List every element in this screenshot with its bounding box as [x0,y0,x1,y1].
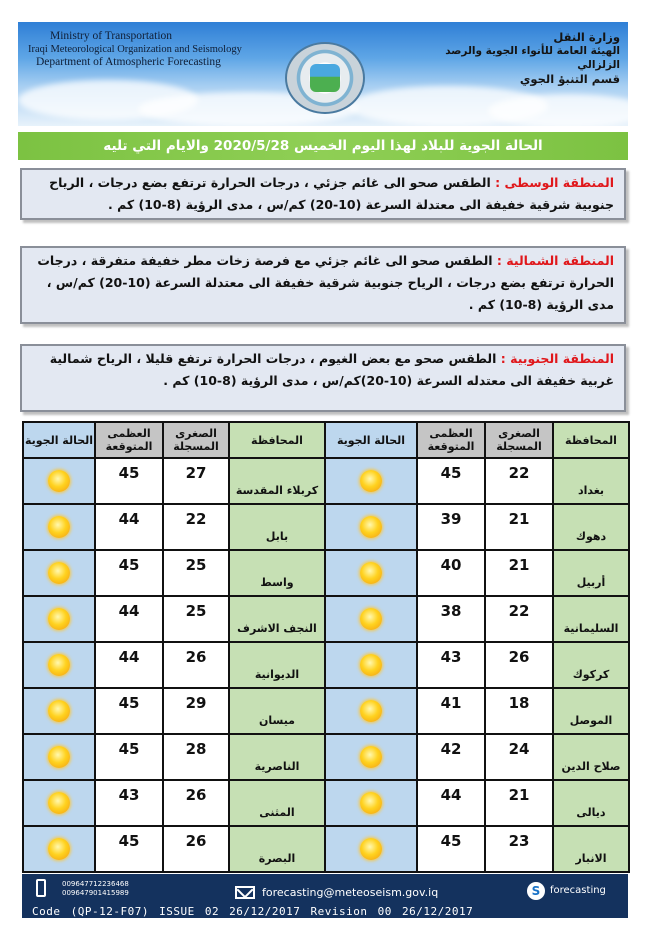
min-temp-cell: 25 [163,550,229,596]
table-row [23,458,629,504]
table-row [23,504,629,550]
document-code: Code (QP-12-F07) ISSUE 02 26/12/2017 Revision 00 26/12/2017 [32,905,474,918]
max-temp-cell: 45 [95,458,163,504]
footer [22,874,628,918]
organization-logo [285,42,365,114]
min-temp-cell: 21 [485,550,553,596]
max-temp-cell: 44 [95,596,163,642]
min-temp-cell: 26 [163,642,229,688]
min-temp-cell: 26 [163,826,229,872]
sun-icon [48,470,70,492]
weather-cell [325,596,417,642]
footer-skype[interactable]: forecasting [550,885,606,896]
province-cell: الانبار [553,826,629,872]
header-min-temp: الصغرى المسجلة [163,422,229,458]
table-row [23,642,629,688]
max-temp-cell: 40 [417,550,485,596]
weather-cell [325,826,417,872]
header-arabic [410,30,620,86]
header-weather: الحالة الجوية [23,422,95,458]
weather-cell [325,780,417,826]
max-temp-cell: 39 [417,504,485,550]
sun-icon [48,700,70,722]
weather-cell [23,504,95,550]
weather-cell [23,734,95,780]
province-cell: صلاح الدين [553,734,629,780]
organization-name-en: Iraqi Meteorological Organization and Seismology [28,44,242,55]
max-temp-cell: 45 [95,550,163,596]
province-cell: الموصل [553,688,629,734]
province-cell: أربيل [553,550,629,596]
max-temp-cell: 45 [95,688,163,734]
logo-emblem-icon [310,64,340,92]
sun-icon [48,608,70,630]
max-temp-cell: 41 [417,688,485,734]
province-cell: ميسان [229,688,325,734]
header-banner [18,22,628,126]
weather-cell [23,688,95,734]
table-row [23,780,629,826]
min-temp-cell: 22 [485,458,553,504]
header-province: المحافظة [229,422,325,458]
weather-cell [23,596,95,642]
province-cell: السليمانية [553,596,629,642]
table-row [23,688,629,734]
sun-icon [360,838,382,860]
province-cell: كربلاء المقدسة [229,458,325,504]
organization-name-ar: الهيئة العامة للأنواء الجوية والرصد الزلزالي [445,45,620,71]
max-temp-cell: 44 [95,504,163,550]
province-cell: بغداد [553,458,629,504]
region-central [20,168,626,220]
ministry-name-ar: وزارة النقل [553,30,620,44]
sun-icon [48,654,70,676]
header-min-temp: الصغرى المسجلة [485,422,553,458]
province-cell: المثنى [229,780,325,826]
table-header-row [23,422,629,458]
weather-cell [325,734,417,780]
sun-icon [360,516,382,538]
weather-cell [23,642,95,688]
province-cell: الديوانية [229,642,325,688]
sun-icon [48,516,70,538]
province-cell: واسط [229,550,325,596]
province-cell: الناصرية [229,734,325,780]
footer-email[interactable]: forecasting@meteoseism.gov.iq [262,886,439,899]
min-temp-cell: 21 [485,780,553,826]
footer-phones [62,880,129,898]
province-cell: البصرة [229,826,325,872]
max-temp-cell: 45 [95,826,163,872]
min-temp-cell: 25 [163,596,229,642]
email-icon [235,886,255,899]
province-cell: النجف الاشرف [229,596,325,642]
department-name-en: Department of Atmospheric Forecasting [36,56,221,68]
province-cell: ديالى [553,780,629,826]
header-english [28,30,248,69]
weather-cell [325,688,417,734]
weather-cell [23,780,95,826]
weather-cell [23,826,95,872]
skype-icon: S [527,882,545,900]
region-central-text: الطقس صحو الى غائم جزئي ، درجات الحرارة ترتفع بضع درجات ، الرياح جنوبية شرقية خفيفة الى معتدلة السرعة (10-20) كم/س ، مدى الرؤية (8-10) كم . [49,175,614,212]
table-row [23,596,629,642]
weather-cell [325,504,417,550]
phone-icon [36,879,46,897]
weather-cell [325,550,417,596]
forecast-page [18,22,628,922]
region-south-name: المنطقة الجنوبية : [500,351,614,366]
sun-icon [360,792,382,814]
sun-icon [48,746,70,768]
max-temp-cell: 45 [417,458,485,504]
ministry-name-en: Ministry of Transportation [50,30,173,42]
min-temp-cell: 21 [485,504,553,550]
max-temp-cell: 44 [95,642,163,688]
min-temp-cell: 26 [485,642,553,688]
phone-number: 009647901415989 [62,889,129,897]
province-cell: دهوك [553,504,629,550]
table-row [23,550,629,596]
min-temp-cell: 22 [163,504,229,550]
max-temp-cell: 44 [417,780,485,826]
sun-icon [360,654,382,676]
weather-cell [325,458,417,504]
weather-cell [23,550,95,596]
max-temp-cell: 43 [417,642,485,688]
sun-icon [48,838,70,860]
phone-number: 009647712236468 [62,880,129,888]
min-temp-cell: 23 [485,826,553,872]
min-temp-cell: 29 [163,688,229,734]
header-weather: الحالة الجوية [325,422,417,458]
region-south-text: الطقس صحو مع بعض الغيوم ، درجات الحرارة ترتفع قليلا ، الرياح شمالية غربية خفيفة الى معتدله السرعة (10-20)كم/س ، مدى الرؤية (8-10) كم . [49,351,614,388]
min-temp-cell: 27 [163,458,229,504]
min-temp-cell: 22 [485,596,553,642]
header-province: المحافظة [553,422,629,458]
region-south [20,344,626,412]
header-max-temp: العظمى المتوقعة [95,422,163,458]
sun-icon [48,562,70,584]
max-temp-cell: 38 [417,596,485,642]
region-north-name: المنطقة الشمالية : [496,253,614,268]
max-temp-cell: 42 [417,734,485,780]
min-temp-cell: 28 [163,734,229,780]
max-temp-cell: 45 [417,826,485,872]
region-north [20,246,626,324]
region-north-text: الطقس صحو الى غائم جزئي مع فرصة زخات مطر خفيفة متفرقة ، درجات الحرارة ترتفع بضع درجات ، الرياح جنوبية شرقية خفيفة الى معتدلة السرعة (10-20) كم/س ، مدى الرؤية (8-10) كم . [37,253,614,312]
sun-icon [360,700,382,722]
sun-icon [48,792,70,814]
min-temp-cell: 26 [163,780,229,826]
header-max-temp: العظمى المتوقعة [417,422,485,458]
department-name-ar: قسم التنبؤ الجوي [519,72,620,86]
province-cell: بابل [229,504,325,550]
sun-icon [360,562,382,584]
forecast-title: الحالة الجوية للبلاد لهذا اليوم الخميس 2020/5/28 والايام التي تليه [18,132,628,160]
min-temp-cell: 18 [485,688,553,734]
temperature-table [22,421,630,873]
max-temp-cell: 43 [95,780,163,826]
sun-icon [360,608,382,630]
sun-icon [360,746,382,768]
region-central-name: المنطقة الوسطى : [495,175,614,190]
max-temp-cell: 45 [95,734,163,780]
sun-icon [360,470,382,492]
table-row [23,826,629,872]
min-temp-cell: 24 [485,734,553,780]
table-row [23,734,629,780]
province-cell: كركوك [553,642,629,688]
weather-cell [325,642,417,688]
weather-cell [23,458,95,504]
